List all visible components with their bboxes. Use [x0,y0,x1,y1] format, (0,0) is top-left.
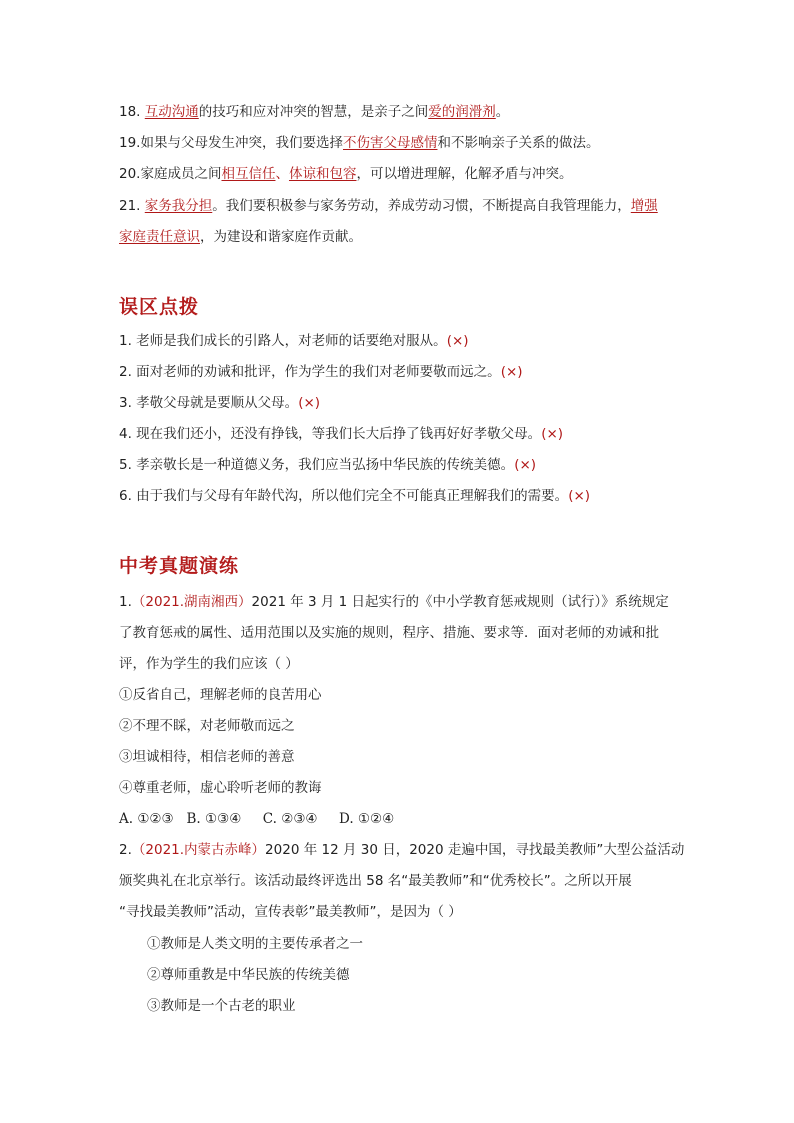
item-text: 家庭成员之间 [140,166,222,182]
item-text: 由于我们与父母有年龄代沟，所以他们完全不可能真正理解我们的需要。 [131,488,569,504]
question-text: 2021 年 3 月 1 日起实行的《中小学教育惩戒规则（试行）》系统规定 [251,594,669,610]
question-1-line-1 [119,592,669,612]
wrong-mark: (×) [568,488,591,504]
item-number: 1. [119,333,132,349]
item-text: 孝敬父母就是要顺从父母。 [131,395,299,411]
question-1-option: ④尊重老师，虚心聆听老师的教诲 [119,780,322,796]
item-text: 面对老师的劝诫和批评，作为学生的我们对老师要敬而远之。 [131,364,501,380]
item-number: 18. [119,104,145,120]
item-text: 如果与父母发生冲突，我们要选择 [140,135,343,151]
section-heading-misconceptions: 误区点拨 [119,296,200,318]
question-2-option: ②尊师重教是中华民族的传统美德 [147,967,350,983]
key-term: 体谅和包容 [288,166,357,182]
question-1-option: ③坦诚相待，相信老师的善意 [119,749,295,765]
question-1-choices: A. ①②③ B. ①③④ C. ②③④ D. ①②④ [119,811,395,827]
question-1-option: ②不理不睬，对老师敬而远之 [119,718,295,734]
review-item-21-cont [119,227,362,247]
wrong-mark: (×) [541,426,564,442]
item-text: 老师是我们成长的引路人，对老师的话要绝对服从。 [131,333,447,349]
question-1-line-2: 了教育惩戒的属性、适用范围以及实施的规则，程序、措施、要求等．面对老师的劝诫和批 [119,625,659,641]
question-1-line-3: 评，作为学生的我们应该（ ） [119,656,299,672]
section-heading-exam: 中考真题演练 [119,555,240,577]
item-number: 5. [119,457,132,473]
question-source: （2021.湖南湘西） [131,594,252,610]
review-item-18 [119,102,509,122]
key-term: 爱的润滑剂 [428,104,496,120]
item-text: ，可以增进理解，化解矛盾与冲突。 [356,166,573,182]
item-number: 19. [119,135,141,151]
review-item-21 [119,196,658,216]
item-number: 4. [119,426,132,442]
misconception-item [119,424,563,444]
misconception-item [119,393,320,413]
wrong-mark: (×) [298,395,321,411]
item-text: 和不影响亲子关系的做法。 [437,135,600,151]
key-term: 相互信任 [221,166,276,182]
item-number: 2. [119,364,132,380]
item-number: 6. [119,488,132,504]
item-text: 、 [275,166,289,182]
item-text: ，为建设和谐家庭作贡献。 [200,229,362,245]
question-text: 2020 年 12 月 30 日，2020 走遍中国，寻找最美教师”大型公益活动 [265,842,685,858]
key-term: 不伤害父母感情 [342,135,438,151]
question-number: 2. [119,842,132,858]
question-number: 1. [119,594,132,610]
item-text: 孝亲敬长是一种道德义务，我们应当弘扬中华民族的传统美德。 [131,457,515,473]
question-2-option: ①教师是人类文明的主要传承者之一 [147,936,363,952]
wrong-mark: (×) [446,333,469,349]
key-term: 增强 [630,198,658,214]
item-text: 的技巧和应对冲突的智慧，是亲子之间 [198,104,429,120]
key-term: 家务我分担 [144,198,213,214]
item-text: 现在我们还小，还没有挣钱，等我们长大后挣了钱再好好孝敬父母。 [131,426,542,442]
review-item-20 [119,164,572,184]
misconception-item [119,486,590,506]
misconception-item [119,331,469,351]
review-item-19 [119,133,599,153]
misconception-item [119,362,523,382]
item-number: 21. [119,198,145,214]
item-text: 。我们要积极参与家务劳动，养成劳动习惯，不断提高自我管理能力， [212,198,631,214]
item-number: 3. [119,395,132,411]
item-number: 20. [119,166,141,182]
question-source: （2021.内蒙古赤峰） [131,842,266,858]
wrong-mark: (×) [514,457,537,473]
misconception-item [119,455,536,475]
item-text: 。 [495,104,510,120]
question-2-option: ③教师是一个古老的职业 [147,998,296,1014]
question-2-line-2: 颁奖典礼在北京举行。该活动最终评选出 58 名“最美教师”和“优秀校长”。之所以开展 [119,873,632,889]
question-2-line-1 [119,840,684,860]
wrong-mark: (×) [500,364,523,380]
key-term: 家庭责任意识 [119,229,200,245]
question-2-line-3: “寻找最美教师”活动，宣传表彰”最美教师”，是因为（ ） [119,904,462,920]
key-term: 互动沟通 [144,104,199,120]
question-1-option: ①反省自己，理解老师的良苦用心 [119,687,322,703]
